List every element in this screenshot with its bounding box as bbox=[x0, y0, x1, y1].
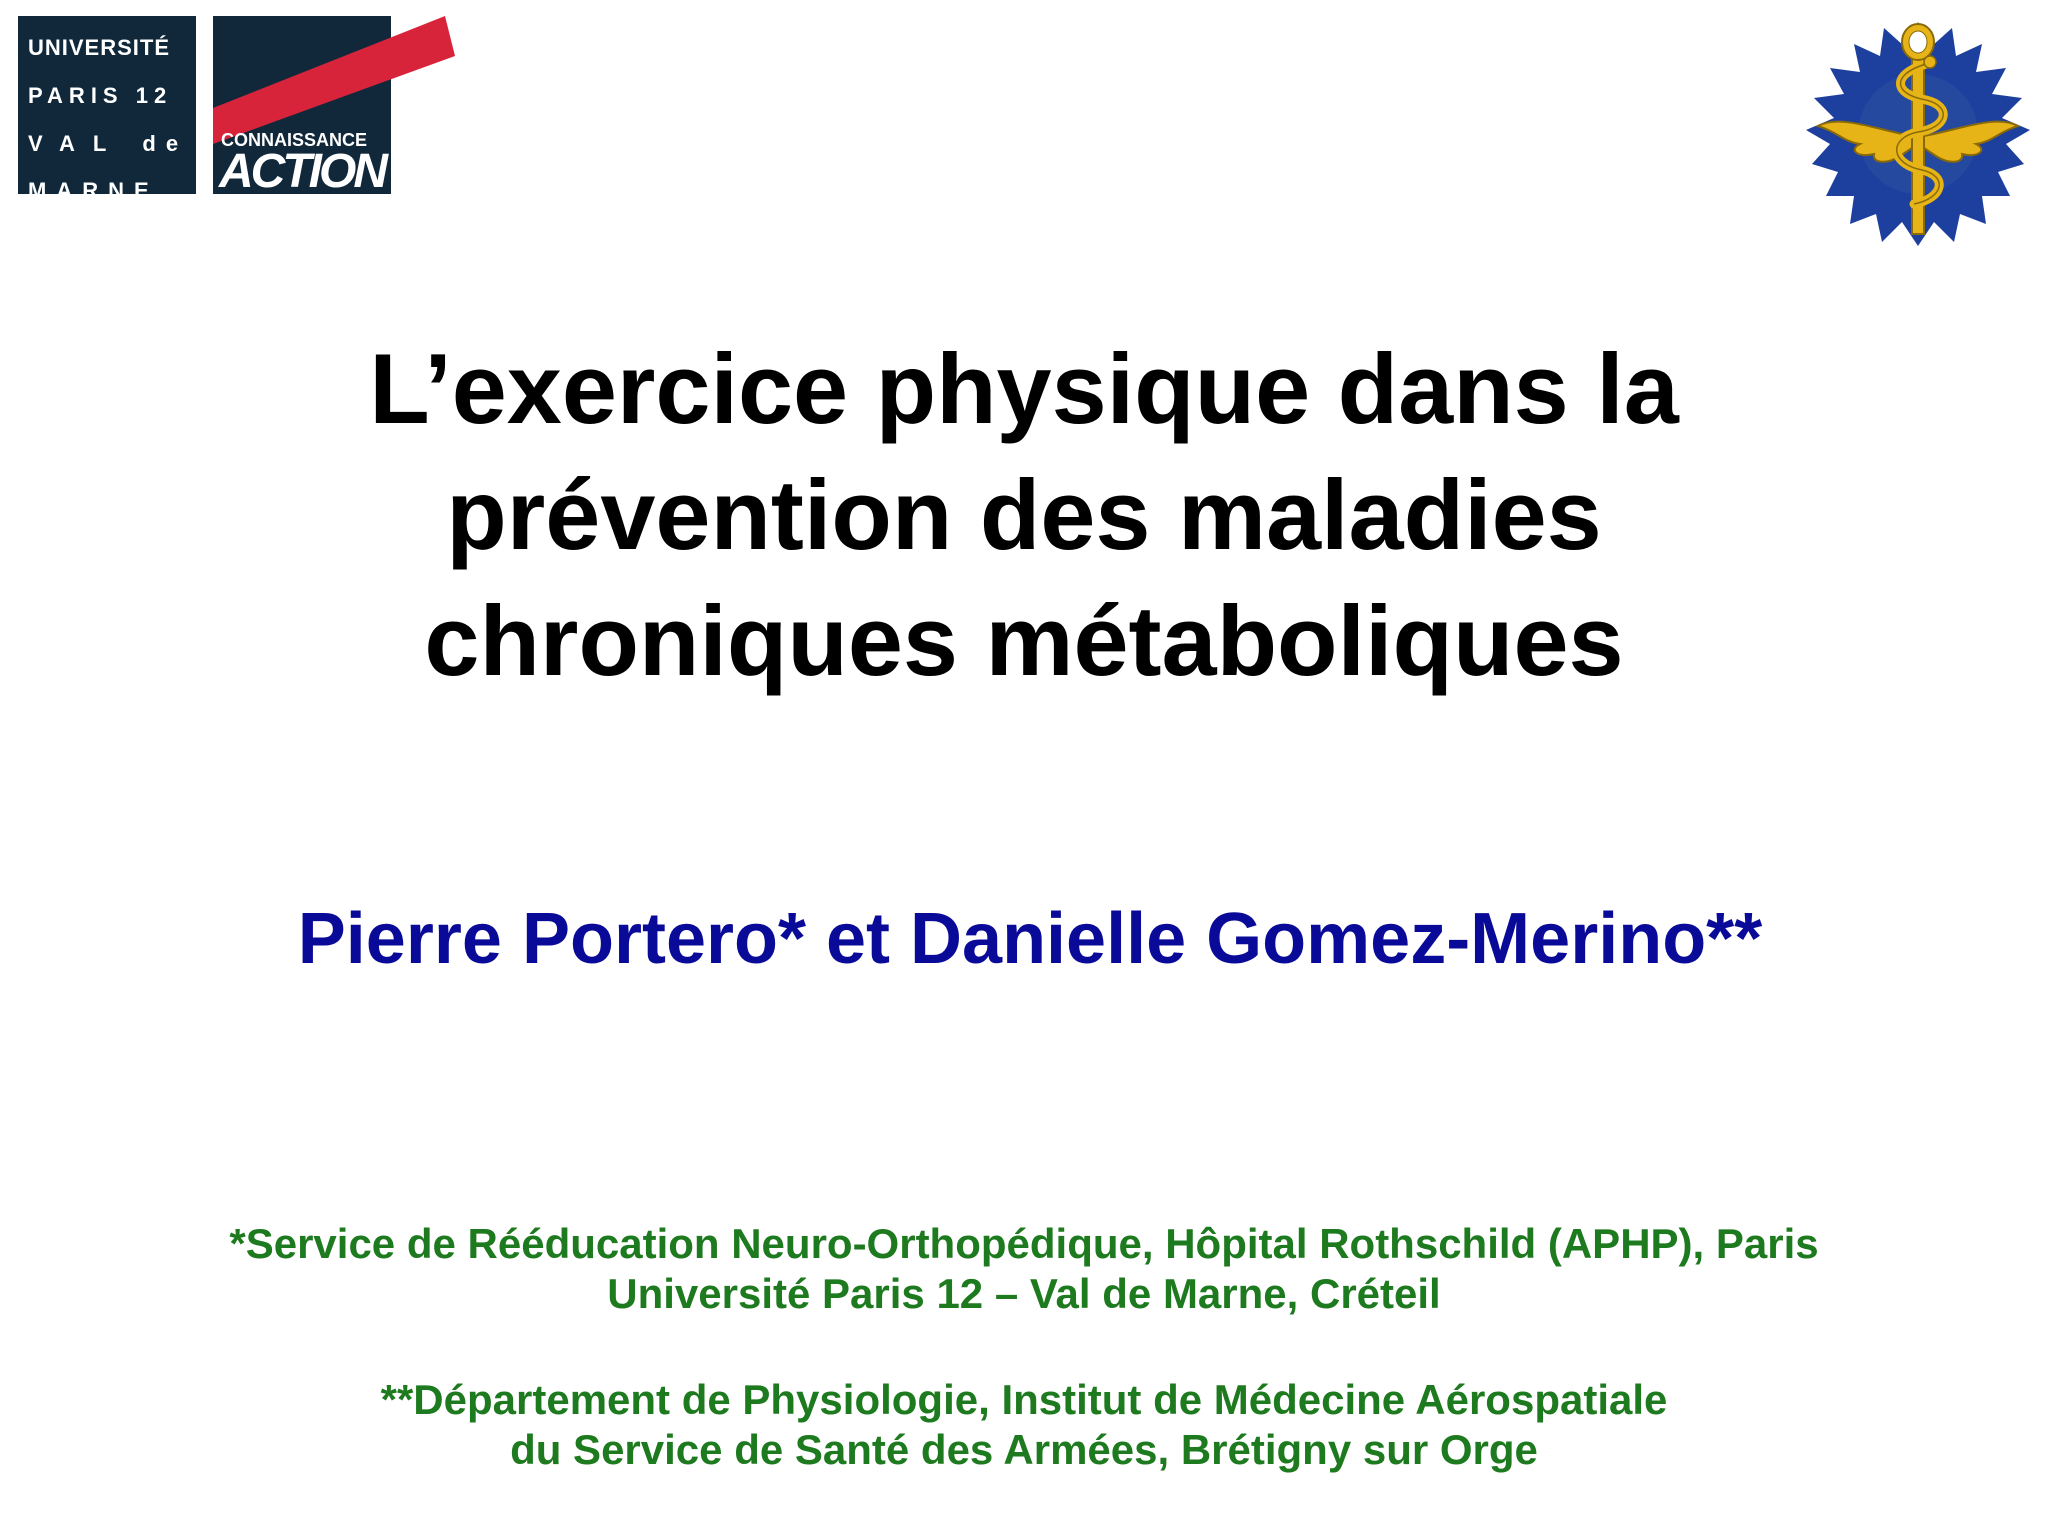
authors: Pierre Portero* et Danielle Gomez-Merino** bbox=[297, 899, 1763, 979]
logo-action-text: ACTION bbox=[219, 145, 385, 198]
slide-title bbox=[124, 326, 1924, 704]
universite-paris-12-logo bbox=[18, 16, 196, 203]
connaissance-action-logo bbox=[213, 16, 391, 198]
title-line-1: L’exercice physique dans la bbox=[369, 333, 1679, 444]
logo-line-1: UNIVERSITÉ bbox=[28, 35, 171, 60]
medical-emblem-icon bbox=[1798, 12, 2038, 252]
logo-line-4: MARNE bbox=[28, 178, 159, 203]
logo-connaissance-text: CONNAISSANCE bbox=[221, 130, 368, 150]
affiliation-line-2: Université Paris 12 – Val de Marne, Créteil bbox=[607, 1270, 1441, 1317]
title-line-3: chroniques métaboliques bbox=[424, 585, 1624, 696]
affiliation-line-1: *Service de Rééducation Neuro-Orthopédique, Hôpital Rothschild (APHP), Paris bbox=[229, 1220, 1819, 1267]
logo-line-3 bbox=[28, 132, 188, 156]
affiliation-line-3: **Département de Physiologie, Institut de Médecine Aérospatiale bbox=[380, 1376, 1668, 1423]
affiliation-line-4: du Service de Santé des Armées, Brétigny sur Orge bbox=[510, 1426, 1538, 1473]
logo-line-2: PARIS 12 bbox=[28, 83, 173, 108]
logo-line-3-de: de bbox=[142, 131, 189, 156]
logo-line-3-text: VAL bbox=[28, 131, 125, 156]
title-line-2: prévention des maladies bbox=[446, 459, 1602, 570]
